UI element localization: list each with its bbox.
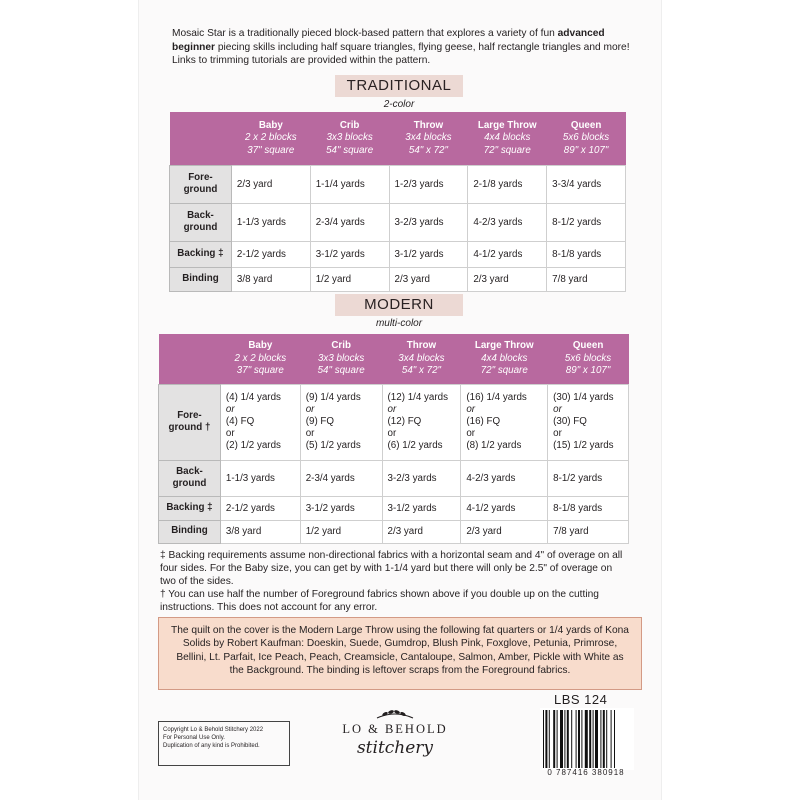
table-cell: 2-1/2 yards	[231, 241, 310, 267]
logo-wordmark: LO & BEHOLD	[342, 722, 448, 736]
table-cell: 3/8 yard	[220, 520, 300, 543]
personal-use-line: For Personal Use Only.	[163, 735, 225, 741]
table-row	[170, 267, 626, 291]
size-header-queen: Queen 5x6 blocks 89" x 107"	[547, 112, 626, 165]
row-label-foreground: Fore- ground	[170, 165, 232, 203]
size-header-large-throw: Large Throw 4x4 blocks 72" square	[468, 112, 547, 165]
row-label-binding: Binding	[159, 520, 221, 543]
table-cell: 2/3 yard	[231, 165, 310, 203]
table-cell: 3/8 yard	[231, 267, 310, 291]
size-header-baby: Baby 2 x 2 blocks 37" square	[231, 112, 310, 165]
traditional-title: TRADITIONAL	[335, 75, 463, 97]
row-label-background: Back- ground	[159, 460, 221, 496]
table-cell: 1-1/3 yards	[231, 203, 310, 241]
table-cell: 4-2/3 yards	[468, 203, 547, 241]
size-header-queen: Queen 5x6 blocks 89" x 107"	[548, 334, 629, 384]
brand-logo	[330, 708, 460, 778]
leaf-sprig-icon	[375, 708, 415, 722]
table-cell: 2-1/8 yards	[468, 165, 547, 203]
table-cell: 1-1/4 yards	[310, 165, 389, 203]
table-row	[159, 460, 629, 496]
intro-text-2: piecing skills including half square triangles, flying geese, half rectangle triangles and more! Links to trimming tutorials are provided within the pattern.	[172, 41, 630, 66]
modern-subtitle: multi-color	[375, 318, 423, 329]
logo-script: stitchery	[356, 738, 434, 758]
size-header-throw: Throw 3x4 blocks 54" x 72"	[389, 112, 468, 165]
table-corner	[159, 334, 221, 384]
table-cell: 2/3 yard	[389, 267, 468, 291]
copyright-box	[158, 721, 290, 766]
copyright-line: Copyright Lo & Behold Stitchery 2022	[163, 727, 264, 733]
table-cell: 7/8 yard	[548, 520, 629, 543]
modern-title: MODERN	[335, 294, 463, 316]
table-cell: 4-1/2 yards	[461, 496, 548, 520]
table-cell: 2-1/2 yards	[220, 496, 300, 520]
table-cell: 3-1/2 yards	[382, 496, 461, 520]
table-cell: (4) 1/4 yards or (4) FQ or (2) 1/2 yards	[220, 384, 300, 460]
size-header-throw: Throw 3x4 blocks 54" x 72"	[382, 334, 461, 384]
row-label-backing: Backing ‡	[159, 496, 221, 520]
table-cell: 2-3/4 yards	[300, 460, 382, 496]
size-header-baby: Baby 2 x 2 blocks 37" square	[220, 334, 300, 384]
barcode-number: 0 787416 380918	[547, 768, 625, 777]
row-label-backing: Backing ‡	[170, 241, 232, 267]
table-cell: 3-2/3 yards	[389, 203, 468, 241]
size-header-crib: Crib 3x3 blocks 54" square	[310, 112, 389, 165]
traditional-subtitle: 2-color	[383, 99, 415, 110]
table-cell: 2/3 yard	[468, 267, 547, 291]
table-row	[170, 165, 626, 203]
table-cell: (12) 1/4 yards or (12) FQ or (6) 1/2 yards	[382, 384, 461, 460]
table-cell: 1/2 yard	[300, 520, 382, 543]
footnotes	[160, 549, 630, 614]
table-cell: 8-1/8 yards	[547, 241, 626, 267]
table-cell: 4-2/3 yards	[461, 460, 548, 496]
table-cell: 3-1/2 yards	[300, 496, 382, 520]
backing-footnote: ‡ Backing requirements assume non-directional fabrics with a horizontal seam and 4" of overage on all four sides. For the Baby size, you can get by with 1-1/4 yard but there will only be 2.5" of overage on two of the sides.	[160, 550, 623, 587]
table-row	[170, 241, 626, 267]
sku-label: LBS 124	[554, 692, 608, 707]
table-cell: 3-1/2 yards	[389, 241, 468, 267]
foreground-footnote: † You can use half the number of Foreground fabrics shown above if you double up on the cutting instructions. This does not account for any error.	[160, 589, 599, 613]
table-cell: 2/3 yard	[461, 520, 548, 543]
table-cell: 3-1/2 yards	[310, 241, 389, 267]
row-label-foreground: Fore- ground †	[159, 384, 221, 460]
table-cell: 1-1/3 yards	[220, 460, 300, 496]
table-cell: 2/3 yard	[382, 520, 461, 543]
traditional-yardage-table	[169, 112, 626, 292]
row-label-background: Back- ground	[170, 203, 232, 241]
table-corner	[170, 112, 232, 165]
row-label-binding: Binding	[170, 267, 232, 291]
table-cell: (9) 1/4 yards or (9) FQ or (5) 1/2 yards	[300, 384, 382, 460]
table-cell: 8-1/2 yards	[548, 460, 629, 496]
cover-quilt-note: The quilt on the cover is the Modern Large Throw using the following fat quarters or 1/4 yards of Kona Solids by Robert Kaufman: Doeskin, Suede, Gumdrop, Blush Pink, Foxglove, Petunia, Primrose, Bellini, Lt. Parfait, Ice Peach, Peach, Creamsicle, Cantaloupe, Salmon, Amber, Pickle with White as the Background. The binding is leftover scraps from the Foreground fabrics.	[158, 617, 642, 690]
table-cell: 1-2/3 yards	[389, 165, 468, 203]
intro-text-1: Mosaic Star is a traditionally pieced block-based pattern that explores a variety of fun	[172, 28, 558, 39]
table-cell: (30) 1/4 yards or (30) FQ or (15) 1/2 yards	[548, 384, 629, 460]
barcode-icon	[540, 708, 634, 770]
table-cell: 7/8 yard	[547, 267, 626, 291]
table-cell: 4-1/2 yards	[468, 241, 547, 267]
size-header-crib: Crib 3x3 blocks 54" square	[300, 334, 382, 384]
table-cell: 2-3/4 yards	[310, 203, 389, 241]
table-row	[159, 520, 629, 543]
table-row	[170, 203, 626, 241]
table-cell: 8-1/8 yards	[548, 496, 629, 520]
table-cell: 1/2 yard	[310, 267, 389, 291]
duplication-line: Duplication of any kind is Prohibited.	[163, 743, 260, 749]
size-header-large-throw: Large Throw 4x4 blocks 72" square	[461, 334, 548, 384]
modern-yardage-table	[158, 334, 629, 544]
table-cell: 8-1/2 yards	[547, 203, 626, 241]
table-cell: 3-2/3 yards	[382, 460, 461, 496]
table-cell: 3-3/4 yards	[547, 165, 626, 203]
table-row	[159, 384, 629, 460]
table-row	[159, 496, 629, 520]
table-cell: (16) 1/4 yards or (16) FQ or (8) 1/2 yards	[461, 384, 548, 460]
intro-bold-skill: advanced beginner	[172, 28, 605, 53]
intro-paragraph	[172, 27, 642, 68]
